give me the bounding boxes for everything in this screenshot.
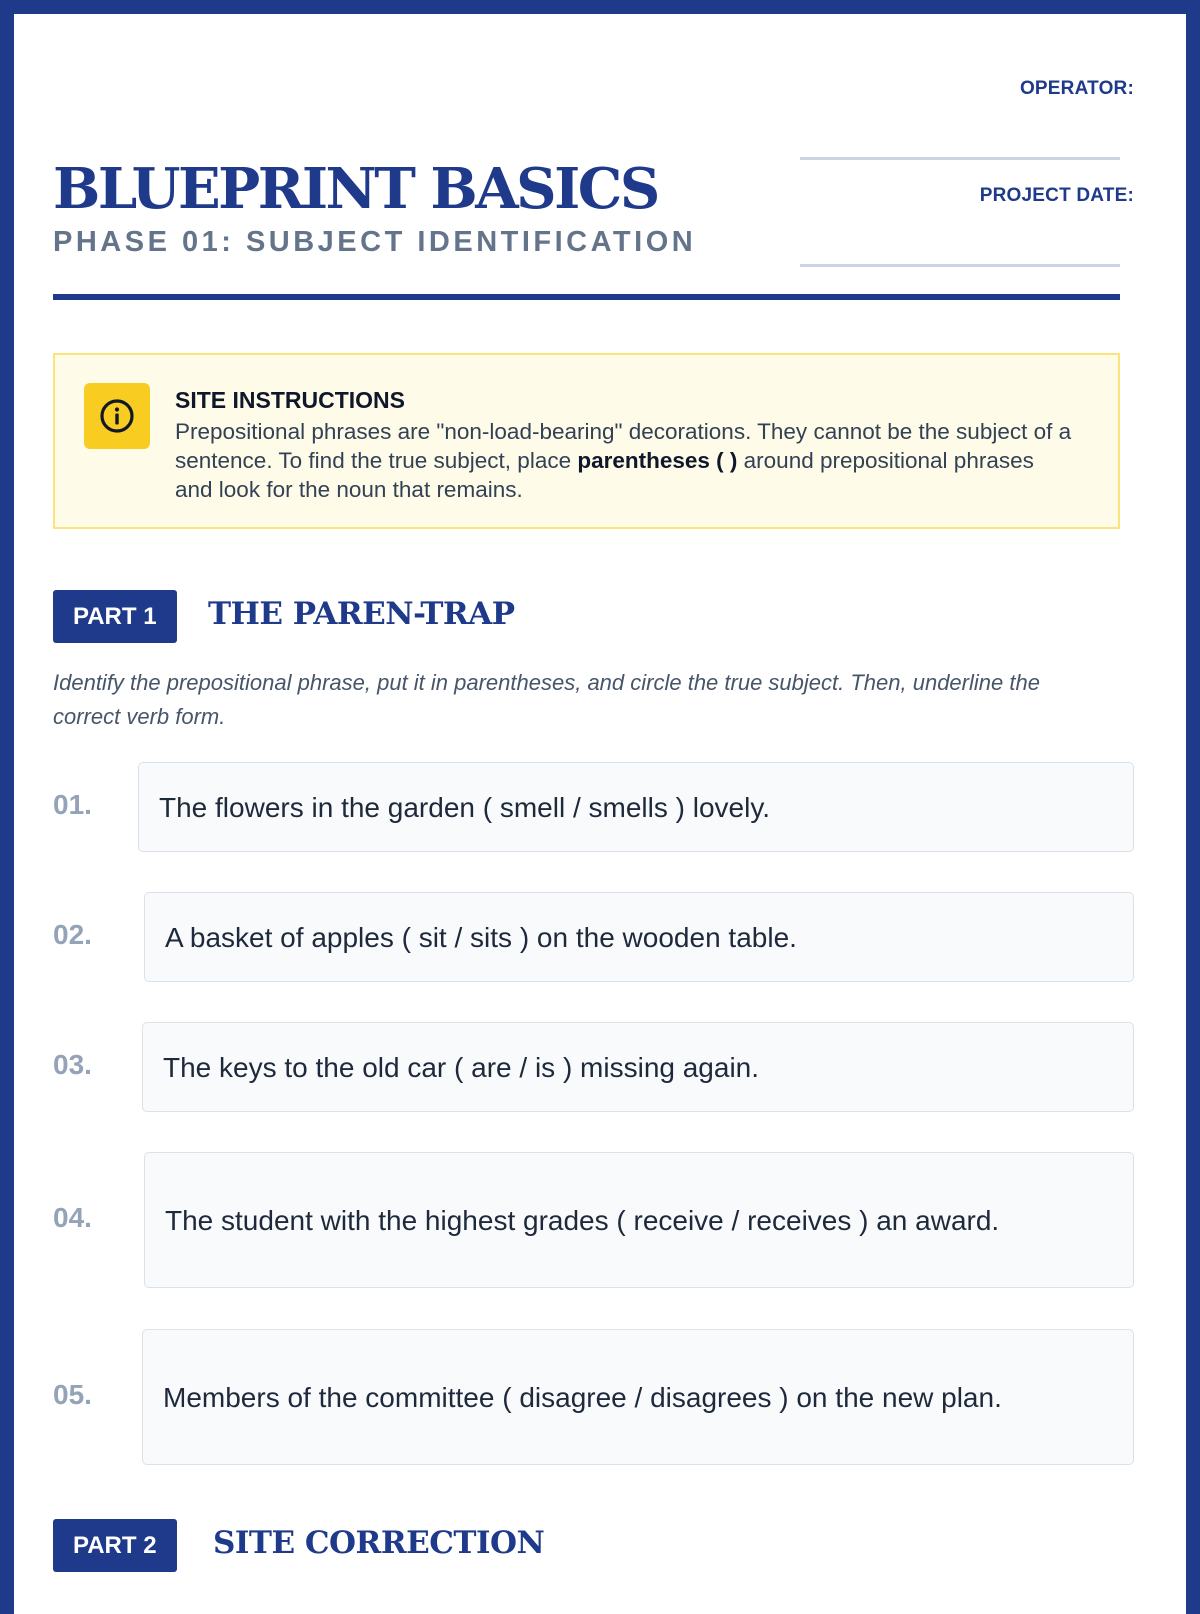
project-date-field[interactable] (800, 264, 1120, 267)
part-1-badge: PART 1 (53, 590, 177, 643)
part-2-badge: PART 2 (53, 1519, 177, 1572)
question-number: 01. (53, 789, 92, 820)
part-1-instruction: Identify the prepositional phrase, put it in parentheses, and circle the true subject. Then, underline the correct verb form. (53, 670, 1040, 729)
question-sentence[interactable]: Members of the committee ( disagree / disagrees ) on the new plan. (142, 1329, 1134, 1465)
info-icon (84, 383, 150, 449)
question-sentence[interactable]: The student with the highest grades ( receive / receives ) an award. (144, 1152, 1134, 1288)
question-number: 05. (53, 1379, 92, 1410)
instructions-emphasis: parentheses ( ) (577, 448, 738, 473)
header-divider (53, 294, 1120, 300)
part-2-title: SITE CORRECTION (213, 1525, 545, 1561)
part-1-title: THE PAREN-TRAP (208, 596, 515, 632)
operator-field[interactable] (800, 157, 1120, 160)
question-number: 03. (53, 1049, 92, 1080)
question-sentence[interactable]: The keys to the old car ( are / is ) missing again. (142, 1022, 1134, 1112)
question-sentence[interactable]: A basket of apples ( sit / sits ) on the wooden table. (144, 892, 1134, 982)
project-date-label: PROJECT DATE: (979, 185, 1134, 206)
page-subtitle: PHASE 01: SUBJECT IDENTIFICATION (53, 226, 697, 258)
page-title: BLUEPRINT BASICS (53, 156, 658, 222)
instructions-heading: SITE INSTRUCTIONS (175, 387, 406, 413)
question-number: 02. (53, 919, 92, 950)
instructions-text: Prepositional phrases are "non-load-bearing" decorations. They cannot be the subject of a sentence. To find the true subject, place parentheses ( ) around prepositional phrases and look for the noun that remains. (175, 419, 1072, 502)
operator-label: OPERATOR: (1019, 78, 1134, 99)
instructions-panel (53, 353, 1120, 529)
question-number: 04. (53, 1202, 92, 1233)
question-sentence[interactable]: The flowers in the garden ( smell / smells ) lovely. (138, 762, 1134, 852)
